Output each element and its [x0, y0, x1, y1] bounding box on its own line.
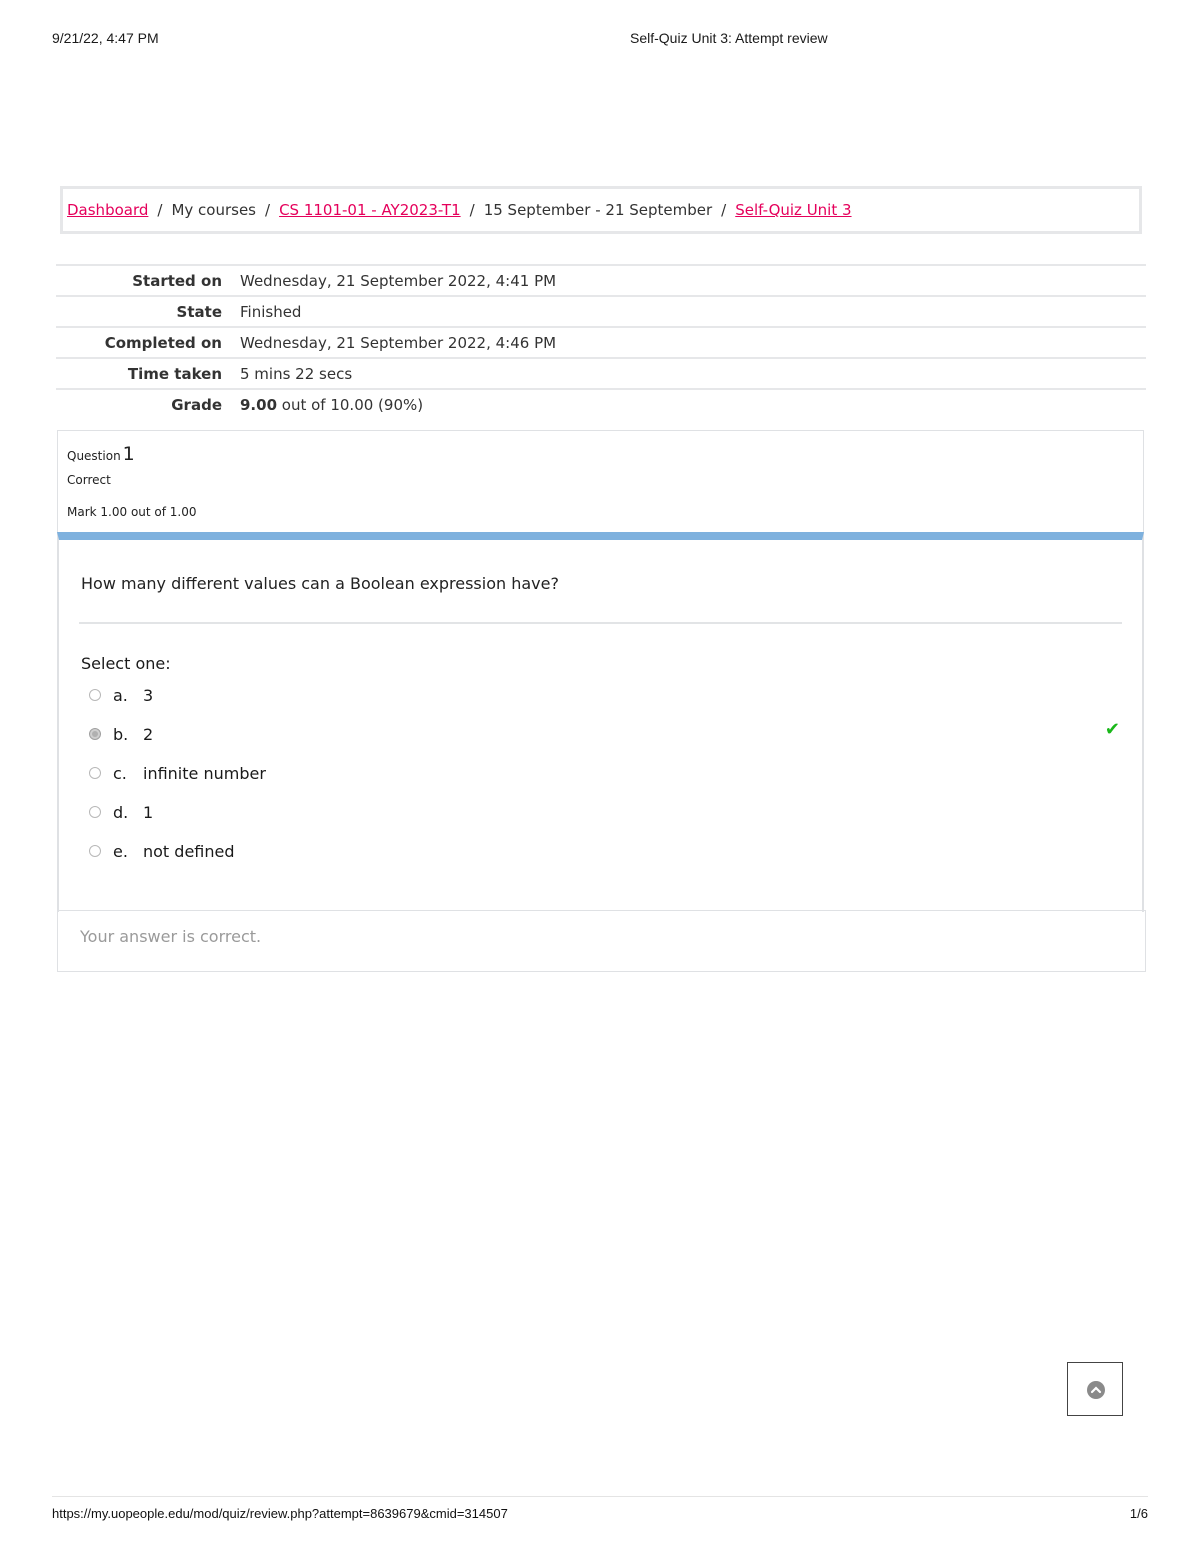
option-text: 1 [143, 803, 154, 822]
radio-button[interactable] [89, 845, 101, 857]
answer-feedback [57, 910, 1146, 972]
option-text: infinite number [143, 764, 266, 783]
attempt-summary-table [56, 264, 1146, 419]
breadcrumb-course-link[interactable]: CS 1101-01 - AY2023-T1 [279, 201, 461, 219]
summary-value: Wednesday, 21 September 2022, 4:46 PM [240, 333, 557, 352]
option-letter: b. [113, 725, 129, 744]
question-content [57, 532, 1144, 912]
answer-option-b[interactable] [89, 719, 1120, 747]
print-header [52, 30, 1148, 50]
question-number-value: 1 [122, 443, 135, 465]
summary-label: Time taken [127, 364, 222, 383]
answer-option-e[interactable] [89, 842, 1119, 864]
back-to-top-button[interactable] [1067, 1362, 1123, 1416]
breadcrumb-my-courses: My courses [171, 201, 256, 219]
print-url: https://my.uopeople.edu/mod/quiz/review.php?attempt=8639679&cmid=314507 [52, 1506, 508, 1521]
question-divider [79, 622, 1122, 624]
question-text: How many different values can a Boolean expression have? [81, 574, 559, 593]
summary-label: Completed on [104, 333, 222, 352]
question-state: Correct [67, 473, 111, 487]
chevron-up-icon [1087, 1381, 1105, 1399]
radio-button[interactable] [89, 806, 101, 818]
option-letter: d. [113, 803, 129, 822]
question-number [67, 443, 135, 465]
breadcrumb-separator: / [469, 201, 475, 219]
summary-value: Finished [240, 302, 302, 321]
option-text: not defined [143, 842, 235, 861]
summary-value [240, 389, 1146, 419]
question-info [57, 430, 1144, 534]
radio-button[interactable] [89, 767, 101, 779]
option-letter: e. [113, 842, 128, 861]
print-page-number: 1/6 [1129, 1506, 1148, 1521]
breadcrumb-separator: / [157, 201, 163, 219]
summary-row-completed [56, 327, 1146, 358]
summary-value: Wednesday, 21 September 2022, 4:41 PM [240, 271, 557, 290]
summary-label: Grade [171, 395, 222, 414]
option-letter: a. [113, 686, 128, 705]
breadcrumb-separator: / [265, 201, 271, 219]
summary-label: Started on [132, 271, 222, 290]
summary-row-grade [56, 389, 1146, 419]
option-text: 3 [143, 686, 154, 705]
answer-option-c[interactable] [89, 764, 1119, 786]
print-datetime: 9/21/22, 4:47 PM [52, 30, 159, 46]
grade-total: out of 10.00 (90%) [277, 395, 424, 414]
summary-row-time-taken [56, 358, 1146, 389]
summary-row-state [56, 296, 1146, 327]
breadcrumb-separator: / [721, 201, 727, 219]
print-footer [52, 1506, 1148, 1524]
summary-label: State [176, 302, 222, 321]
grade-score: 9.00 [240, 395, 278, 414]
breadcrumb-week: 15 September - 21 September [483, 201, 713, 219]
breadcrumb [60, 186, 1142, 234]
option-letter: c. [113, 764, 127, 783]
question-label: Question [67, 449, 121, 463]
footer-divider [52, 1496, 1148, 1497]
summary-value: 5 mins 22 secs [240, 364, 353, 383]
radio-button[interactable] [89, 689, 101, 701]
summary-row-started [56, 265, 1146, 296]
question-mark: Mark 1.00 out of 1.00 [67, 505, 197, 519]
breadcrumb-dashboard-link[interactable]: Dashboard [67, 201, 149, 219]
option-text: 2 [143, 725, 154, 744]
answer-option-a[interactable] [89, 686, 1119, 708]
correct-check-icon: ✔ [1104, 719, 1120, 740]
breadcrumb-quiz-link[interactable]: Self-Quiz Unit 3 [735, 201, 852, 219]
feedback-text: Your answer is correct. [80, 927, 262, 946]
print-page-title: Self-Quiz Unit 3: Attempt review [630, 30, 828, 46]
answer-option-d[interactable] [89, 803, 1119, 825]
select-one-prompt: Select one: [81, 654, 171, 673]
radio-button-selected[interactable] [89, 728, 101, 740]
